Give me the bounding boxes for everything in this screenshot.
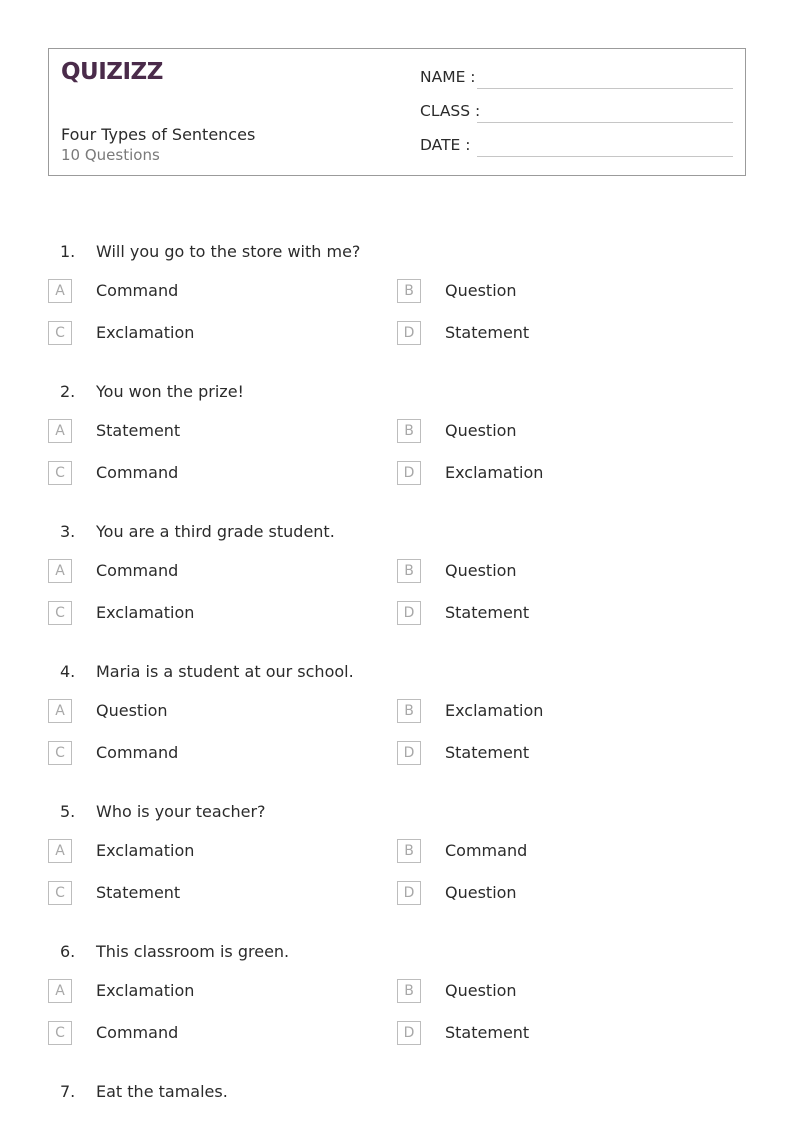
question-number: 5.	[60, 802, 76, 821]
option-letter-box: C	[48, 601, 72, 625]
option-text: Statement	[445, 743, 530, 762]
question-5	[48, 802, 746, 942]
option-text: Exclamation	[96, 323, 195, 342]
question-6	[48, 942, 746, 1082]
option-letter-box: D	[397, 881, 421, 905]
question-7	[48, 1082, 746, 1112]
option-letter-box: D	[397, 321, 421, 345]
option-c[interactable]	[48, 321, 348, 345]
option-text: Question	[445, 421, 517, 440]
option-a[interactable]	[48, 279, 348, 303]
option-b[interactable]	[397, 279, 697, 303]
option-letter-box: A	[48, 839, 72, 863]
question-text: Will you go to the store with me?	[96, 242, 361, 261]
worksheet-title: Four Types of Sentences	[61, 125, 256, 144]
option-letter-box: A	[48, 699, 72, 723]
question-1	[48, 242, 746, 382]
question-text: Who is your teacher?	[96, 802, 266, 821]
option-b[interactable]	[397, 419, 697, 443]
question-3	[48, 522, 746, 662]
option-letter-box: B	[397, 979, 421, 1003]
option-c[interactable]	[48, 461, 348, 485]
option-c[interactable]	[48, 601, 348, 625]
option-a[interactable]	[48, 699, 348, 723]
option-text: Question	[96, 701, 168, 720]
option-letter-box: B	[397, 559, 421, 583]
option-d[interactable]	[397, 461, 697, 485]
option-letter-box: B	[397, 699, 421, 723]
question-2	[48, 382, 746, 522]
option-b[interactable]	[397, 979, 697, 1003]
question-text: Maria is a student at our school.	[96, 662, 354, 681]
option-d[interactable]	[397, 881, 697, 905]
worksheet-header	[48, 48, 746, 176]
option-letter-box: A	[48, 419, 72, 443]
option-text: Exclamation	[96, 981, 195, 1000]
option-c[interactable]	[48, 881, 348, 905]
option-letter-box: B	[397, 419, 421, 443]
class-label: CLASS :	[420, 102, 481, 120]
option-text: Command	[96, 561, 179, 580]
question-text: This classroom is green.	[96, 942, 290, 961]
option-text: Command	[445, 841, 528, 860]
option-text: Question	[445, 883, 517, 902]
date-label: DATE :	[420, 136, 471, 154]
question-number: 6.	[60, 942, 76, 961]
option-text: Command	[96, 743, 179, 762]
option-d[interactable]	[397, 741, 697, 765]
option-a[interactable]	[48, 559, 348, 583]
name-line[interactable]	[477, 88, 733, 89]
option-text: Statement	[96, 883, 181, 902]
option-text: Statement	[445, 603, 530, 622]
option-c[interactable]	[48, 741, 348, 765]
option-c[interactable]	[48, 1021, 348, 1045]
option-d[interactable]	[397, 1021, 697, 1045]
option-letter-box: C	[48, 461, 72, 485]
option-b[interactable]	[397, 699, 697, 723]
option-text: Statement	[96, 421, 181, 440]
option-text: Question	[445, 281, 517, 300]
option-text: Statement	[445, 1023, 530, 1042]
option-letter-box: A	[48, 279, 72, 303]
option-b[interactable]	[397, 559, 697, 583]
option-text: Command	[96, 1023, 179, 1042]
option-d[interactable]	[397, 321, 697, 345]
question-4	[48, 662, 746, 802]
option-text: Question	[445, 981, 517, 1000]
option-a[interactable]	[48, 419, 348, 443]
option-letter-box: D	[397, 601, 421, 625]
question-number: 4.	[60, 662, 76, 681]
option-text: Command	[96, 281, 179, 300]
class-field[interactable]	[420, 102, 735, 126]
option-a[interactable]	[48, 839, 348, 863]
option-letter-box: C	[48, 1021, 72, 1045]
option-text: Command	[96, 463, 179, 482]
option-letter-box: A	[48, 979, 72, 1003]
question-text: You won the prize!	[96, 382, 244, 401]
question-number: 1.	[60, 242, 76, 261]
option-a[interactable]	[48, 979, 348, 1003]
option-letter-box: B	[397, 279, 421, 303]
question-number: 7.	[60, 1082, 76, 1101]
quizizz-logo: QUIZIZZ	[61, 59, 163, 85]
question-count: 10 Questions	[61, 146, 160, 164]
date-line[interactable]	[477, 156, 733, 157]
option-text: Exclamation	[96, 603, 195, 622]
option-letter-box: C	[48, 321, 72, 345]
option-b[interactable]	[397, 839, 697, 863]
option-text: Exclamation	[445, 701, 544, 720]
option-letter-box: A	[48, 559, 72, 583]
question-number: 3.	[60, 522, 76, 541]
option-letter-box: D	[397, 461, 421, 485]
option-letter-box: D	[397, 741, 421, 765]
question-text: You are a third grade student.	[96, 522, 335, 541]
option-text: Exclamation	[96, 841, 195, 860]
option-text: Exclamation	[445, 463, 544, 482]
name-field[interactable]	[420, 68, 735, 92]
option-text: Question	[445, 561, 517, 580]
option-letter-box: B	[397, 839, 421, 863]
question-number: 2.	[60, 382, 76, 401]
option-letter-box: D	[397, 1021, 421, 1045]
option-letter-box: C	[48, 741, 72, 765]
date-field[interactable]	[420, 136, 735, 160]
option-d[interactable]	[397, 601, 697, 625]
name-label: NAME :	[420, 68, 476, 86]
class-line[interactable]	[477, 122, 733, 123]
question-text: Eat the tamales.	[96, 1082, 228, 1101]
option-letter-box: C	[48, 881, 72, 905]
option-text: Statement	[445, 323, 530, 342]
